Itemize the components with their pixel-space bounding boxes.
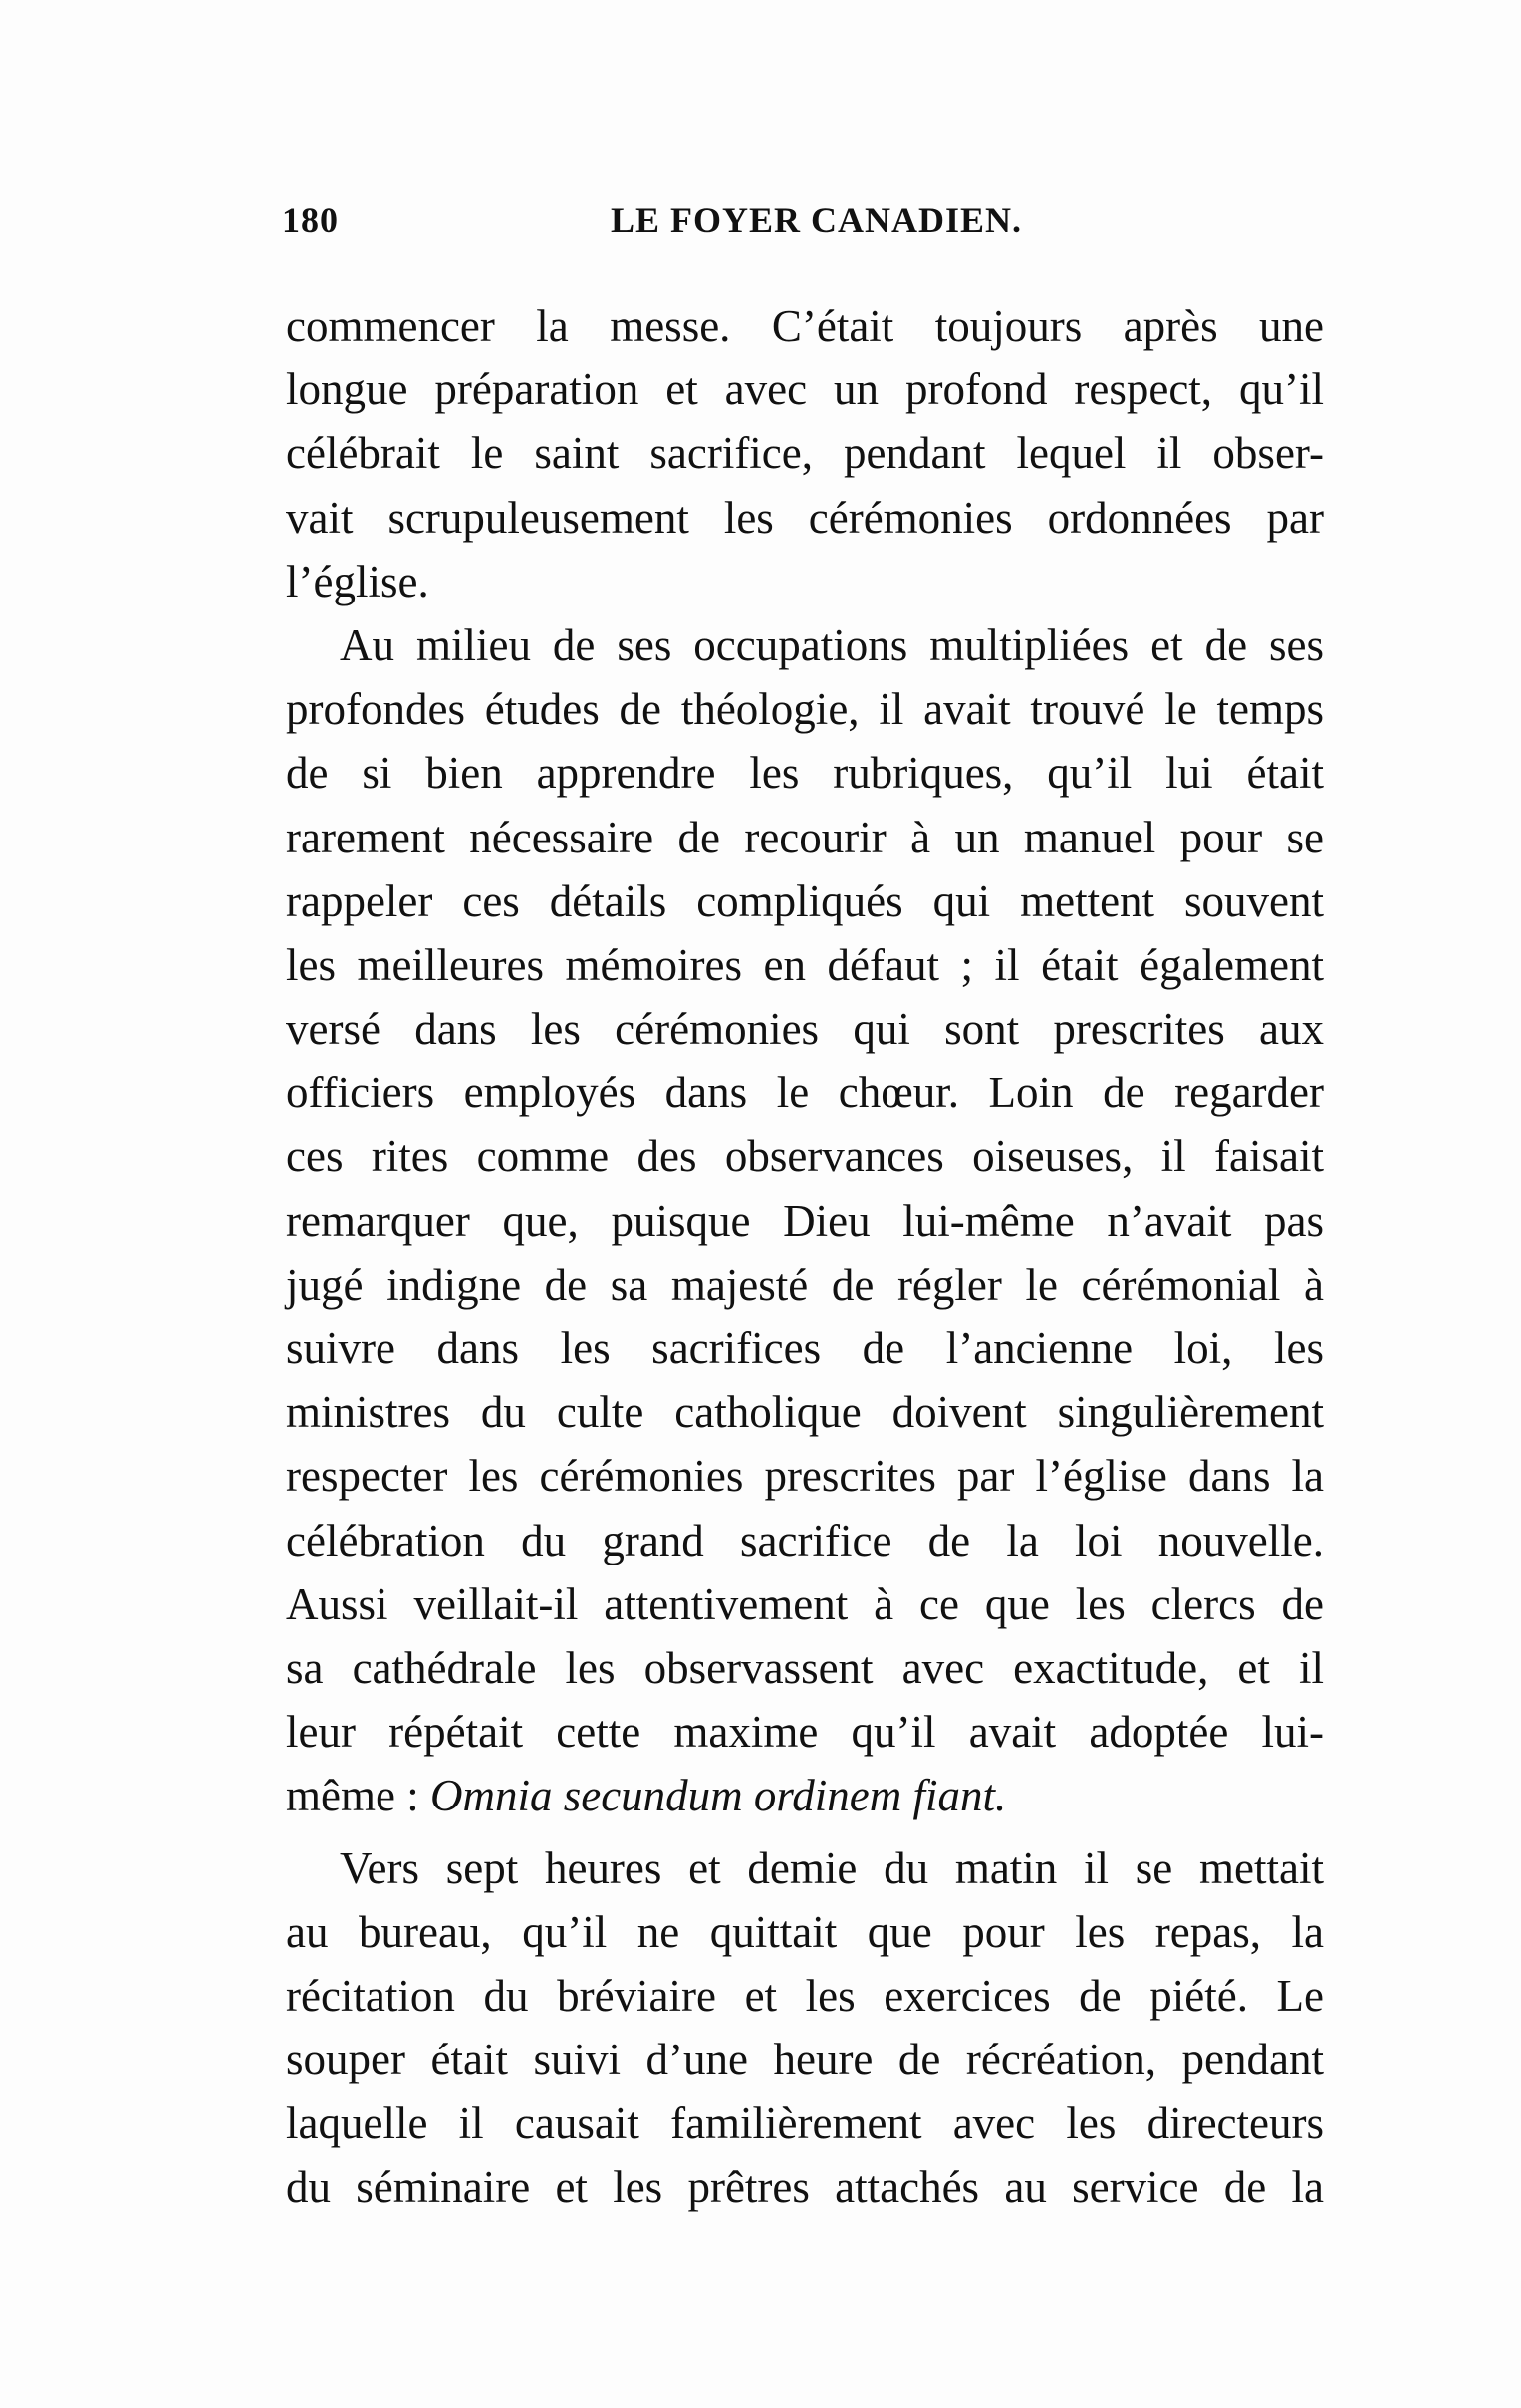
text-line: respecter les cérémonies prescrites par l’église dans la (286, 1451, 1324, 1502)
closing-prefix: même : (286, 1771, 430, 1821)
text-line: les meilleures mémoires en défaut ; il était également (286, 939, 1324, 990)
text-line: commencer la messe. C’était toujours après une (286, 301, 1324, 351)
text-line: sa cathédrale les observassent avec exactitude, et il (286, 1642, 1324, 1693)
text-line-closing (286, 1764, 1324, 1827)
text-line: célébration du grand sacrifice de la loi nouvelle. (286, 1515, 1324, 1565)
paragraph-3 (286, 1836, 1324, 2220)
text-line: longue préparation et avec un profond respect, qu’il (286, 364, 1324, 415)
text-line: suivre dans les sacrifices de l’ancienne loi, les (286, 1324, 1324, 1373)
paragraph-gap (286, 1828, 1324, 1836)
text-line: versé dans les cérémonies qui sont prescrites aux (286, 1004, 1324, 1055)
text-line: jugé indigne de sa majesté de régler le cérémonial à (286, 1259, 1324, 1310)
page-number: 180 (282, 200, 339, 240)
running-head (282, 199, 1328, 259)
text-line: officiers employés dans le chœur. Loin de regarder (286, 1068, 1324, 1118)
text-line: profondes études de théologie, il avait trouvé le temps (286, 684, 1324, 735)
running-title: LE FOYER CANADIEN. (611, 200, 1023, 240)
text-line: rarement nécessaire de recourir à un manuel pour se (286, 812, 1324, 862)
text-line: du séminaire et les prêtres attachés au service de la (286, 2162, 1324, 2213)
text-line: l’église. (286, 556, 429, 606)
text-line: Aussi veillait-il attentivement à ce que les clercs de (286, 1578, 1324, 1629)
text-line: de si bien apprendre les rubriques, qu’il lui était (286, 748, 1324, 799)
text-line: Au milieu de ses occupations multipliées et de ses (340, 619, 1324, 670)
text-line: vait scrupuleusement les cérémonies ordonnées par (286, 492, 1324, 543)
paragraph-1 (286, 294, 1324, 613)
body-text (286, 294, 1324, 2220)
text-line: ministres du culte catholique doivent singulièrement (286, 1387, 1324, 1438)
text-line: leur répétait cette maxime qu’il avait adoptée lui- (286, 1707, 1324, 1758)
text-line: au bureau, qu’il ne quittait que pour les repas, la (286, 1906, 1324, 1957)
text-line: rappeler ces détails compliqués qui mettent souvent (286, 875, 1324, 926)
paragraph-2 (286, 613, 1324, 1828)
text-line: remarquer que, puisque Dieu lui-même n’avait pas (286, 1195, 1324, 1246)
latin-maxim: Omnia secundum ordinem fiant. (429, 1771, 1007, 1821)
text-line: laquelle il causait familièrement avec les directeurs (286, 2098, 1324, 2149)
text-line: Vers sept heures et demie du matin il se mettait (340, 1842, 1324, 1893)
text-line: souper était suivi d’une heure de récréation, pendant (286, 2035, 1324, 2085)
text-line: célébrait le saint sacrifice, pendant lequel il obser- (286, 428, 1324, 479)
text-line: récitation du bréviaire et les exercices de piété. Le (286, 1970, 1324, 2021)
text-line: ces rites comme des observances oiseuses, il faisait (286, 1131, 1324, 1182)
